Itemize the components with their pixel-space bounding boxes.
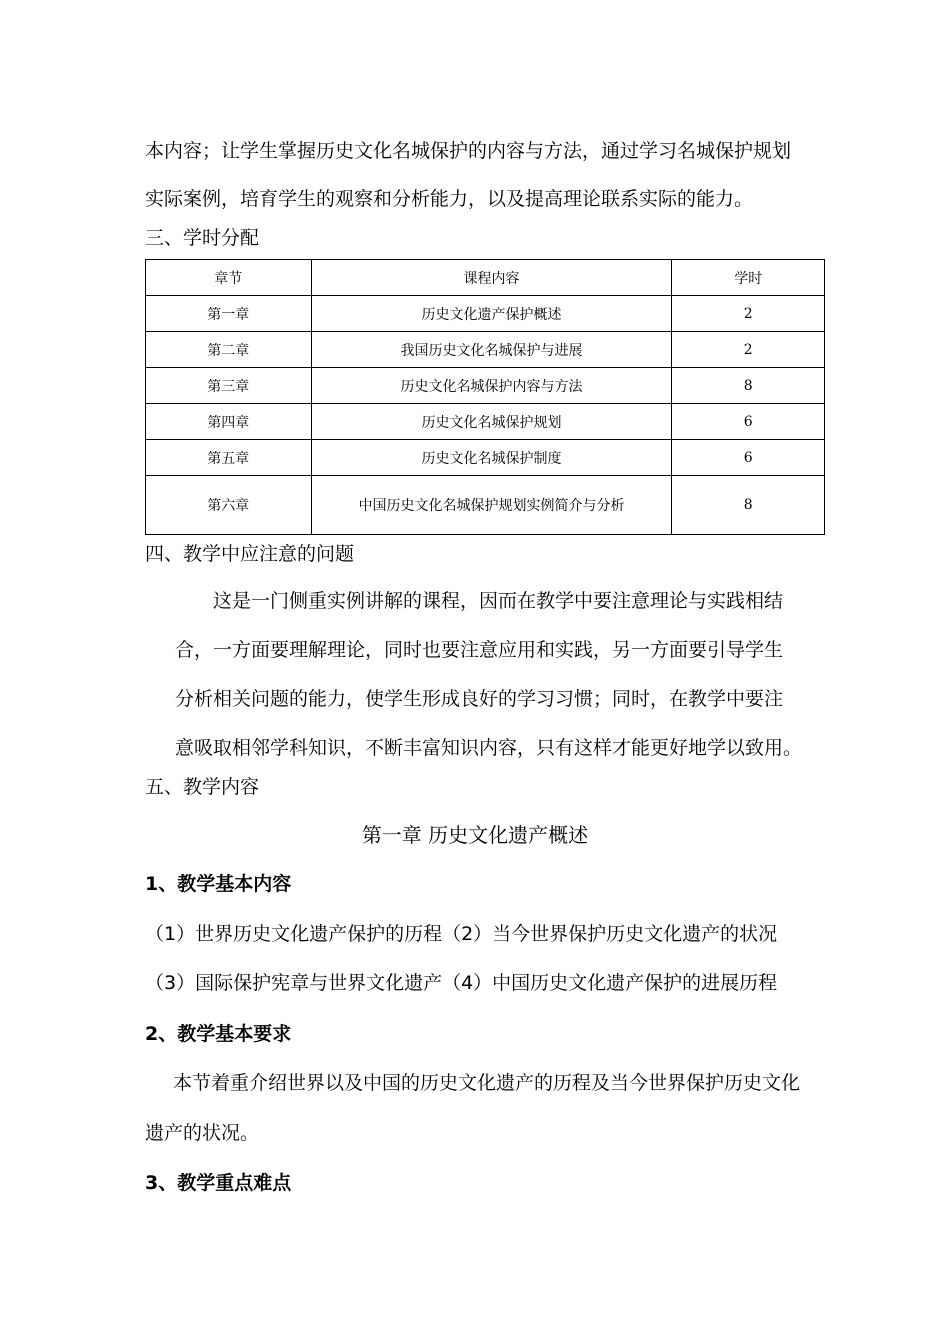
row-content: 历史文化名城保护制度: [311, 440, 672, 476]
row-hours: 6: [672, 404, 825, 440]
basic-content-line-1: （1）世界历史文化遗产保护的历程（2）当今世界保护历史文化遗产的状况: [145, 923, 778, 945]
row-content: 历史文化遗产保护概述: [311, 296, 672, 332]
row-hours: 6: [672, 440, 825, 476]
row-content: 历史文化名城保护内容与方法: [311, 368, 672, 404]
row-hours: 2: [672, 296, 825, 332]
row-content: 历史文化名城保护规划: [311, 404, 672, 440]
sub-heading-3: 3、教学重点难点: [145, 1172, 292, 1194]
chapter-title: 第一章 历史文化遗产概述: [361, 823, 589, 847]
header-content: 课程内容: [311, 260, 672, 296]
section-4-line-2: 合，一方面要理解理论，同时也要注意应用和实践，另一方面要引导学生: [175, 639, 784, 661]
sub-heading-1: 1、教学基本内容: [145, 873, 292, 895]
intro-line-2: 实际案例，培育学生的观察和分析能力，以及提高理论联系实际的能力。: [145, 188, 754, 210]
requirement-line-1: 本节着重介绍世界以及中国的历史文化遗产的历程及当今世界保护历史文化: [173, 1072, 801, 1094]
section-4-line-1: 这是一门侧重实例讲解的课程，因而在教学中要注意理论与实践相结: [213, 590, 784, 612]
table-row: [146, 296, 825, 332]
table-row: [146, 440, 825, 476]
hours-table: [145, 259, 825, 535]
row-chapter: 第四章: [146, 404, 312, 440]
row-hours: 2: [672, 332, 825, 368]
requirement-line-2: 遗产的状况。: [145, 1122, 260, 1144]
table-row: [146, 476, 825, 535]
row-chapter: 第六章: [146, 476, 312, 535]
row-content: 我国历史文化名城保护与进展: [311, 332, 672, 368]
basic-content-line-2: （3）国际保护宪章与世界文化遗产（4）中国历史文化遗产保护的进展历程: [145, 972, 778, 994]
section-3-heading: 三、学时分配: [145, 227, 260, 249]
table-header-row: [146, 260, 825, 296]
row-chapter: 第五章: [146, 440, 312, 476]
row-hours: 8: [672, 368, 825, 404]
table-row: [146, 404, 825, 440]
row-chapter: 第二章: [146, 332, 312, 368]
sub-heading-2: 2、教学基本要求: [145, 1023, 292, 1045]
row-content: 中国历史文化名城保护规划实例简介与分析: [311, 476, 672, 535]
section-5-heading: 五、教学内容: [145, 776, 260, 798]
header-chapter: 章节: [146, 260, 312, 296]
section-4-line-3: 分析相关问题的能力，使学生形成良好的学习习惯；同时，在教学中要注: [175, 688, 784, 710]
table-row: [146, 368, 825, 404]
row-chapter: 第一章: [146, 296, 312, 332]
row-chapter: 第三章: [146, 368, 312, 404]
header-hours: 学时: [672, 260, 825, 296]
row-hours: 8: [672, 476, 825, 535]
intro-line-1: 本内容；让学生掌握历史文化名城保护的内容与方法，通过学习名城保护规划: [145, 140, 792, 162]
section-4-heading: 四、教学中应注意的问题: [145, 543, 355, 565]
section-4-line-4: 意吸取相邻学科知识，不断丰富知识内容，只有这样才能更好地学以致用。: [175, 737, 803, 759]
table-row: [146, 332, 825, 368]
